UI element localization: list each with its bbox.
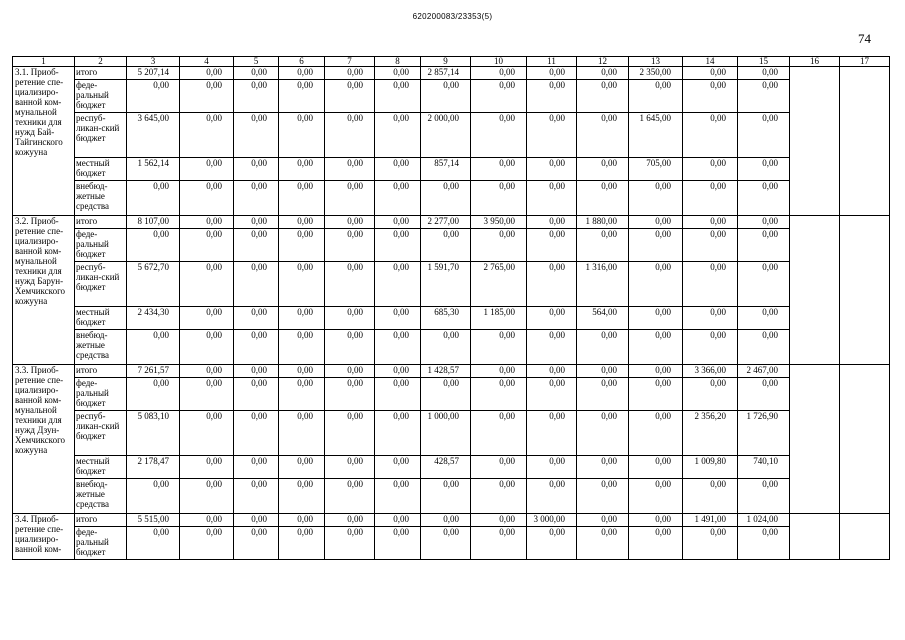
value-cell: 0,00 [527, 307, 577, 330]
value-cell: 0,00 [683, 527, 738, 560]
funding-source: респуб-ликан-ский бюджет [75, 113, 127, 158]
value-cell: 0,00 [180, 456, 234, 479]
funding-source: местный бюджет [75, 307, 127, 330]
value-cell: 0,00 [180, 67, 234, 80]
value-cell: 0,00 [279, 181, 325, 216]
value-cell: 0,00 [127, 330, 180, 365]
value-cell: 0,00 [234, 158, 279, 181]
item-name: 3.2. Приоб-ретение спе-циализиро-ванной ком-мунальной техники для нужд Барун-Хемчикского кожууна [13, 216, 75, 365]
value-cell: 0,00 [527, 67, 577, 80]
item-name: 3.1. Приоб-ретение спе-циализиро-ванной ком-мунальной техники для нужд Бай-Тайгинского кожууна [13, 67, 75, 216]
value-cell: 5 672,70 [127, 262, 180, 307]
table-row [13, 456, 890, 479]
value-cell: 8 107,00 [127, 216, 180, 229]
value-cell: 0,00 [279, 411, 325, 456]
value-cell: 0,00 [527, 527, 577, 560]
funding-source: местный бюджет [75, 158, 127, 181]
table-row [13, 307, 890, 330]
value-cell: 0,00 [629, 378, 683, 411]
value-cell: 0,00 [629, 181, 683, 216]
value-cell: 428,57 [421, 456, 471, 479]
column-number-row [13, 57, 890, 67]
column-number: 13 [629, 57, 683, 67]
table-row [13, 158, 890, 181]
value-cell: 1 880,00 [577, 216, 629, 229]
column-number: 17 [840, 57, 890, 67]
funding-source: феде-ральный бюджет [75, 80, 127, 113]
value-cell: 0,00 [577, 181, 629, 216]
empty-cell-col16 [790, 67, 840, 216]
value-cell: 0,00 [629, 411, 683, 456]
value-cell: 0,00 [527, 365, 577, 378]
value-cell: 0,00 [683, 307, 738, 330]
table-row [13, 365, 890, 378]
value-cell: 0,00 [375, 365, 421, 378]
value-cell: 3 366,00 [683, 365, 738, 378]
value-cell: 0,00 [577, 330, 629, 365]
value-cell: 0,00 [527, 80, 577, 113]
value-cell: 0,00 [180, 307, 234, 330]
value-cell: 0,00 [629, 80, 683, 113]
value-cell: 0,00 [375, 216, 421, 229]
table-row [13, 80, 890, 113]
value-cell: 0,00 [325, 113, 375, 158]
value-cell: 0,00 [180, 80, 234, 113]
table-row [13, 113, 890, 158]
value-cell: 0,00 [375, 67, 421, 80]
value-cell: 0,00 [375, 411, 421, 456]
value-cell: 0,00 [180, 262, 234, 307]
value-cell: 2 350,00 [629, 67, 683, 80]
value-cell: 1 000,00 [421, 411, 471, 456]
value-cell: 0,00 [629, 365, 683, 378]
value-cell: 0,00 [325, 365, 375, 378]
value-cell: 0,00 [471, 456, 527, 479]
value-cell: 2 356,20 [683, 411, 738, 456]
value-cell: 0,00 [527, 181, 577, 216]
value-cell: 0,00 [738, 527, 790, 560]
value-cell: 1 591,70 [421, 262, 471, 307]
value-cell: 0,00 [325, 527, 375, 560]
column-number: 16 [790, 57, 840, 67]
value-cell: 0,00 [527, 378, 577, 411]
value-cell: 0,00 [279, 378, 325, 411]
value-cell: 685,30 [421, 307, 471, 330]
value-cell: 0,00 [738, 307, 790, 330]
value-cell: 0,00 [683, 479, 738, 514]
value-cell: 0,00 [683, 378, 738, 411]
value-cell: 0,00 [180, 365, 234, 378]
value-cell: 0,00 [234, 229, 279, 262]
empty-cell-col16 [790, 365, 840, 514]
value-cell: 0,00 [629, 330, 683, 365]
value-cell: 0,00 [234, 527, 279, 560]
value-cell: 0,00 [180, 181, 234, 216]
value-cell: 0,00 [127, 527, 180, 560]
value-cell: 0,00 [683, 158, 738, 181]
value-cell: 2 277,00 [421, 216, 471, 229]
document-number: 620200083/23353(5) [412, 12, 493, 21]
column-number: 8 [375, 57, 421, 67]
value-cell: 0,00 [375, 158, 421, 181]
value-cell: 0,00 [629, 479, 683, 514]
value-cell: 0,00 [180, 378, 234, 411]
value-cell: 740,10 [738, 456, 790, 479]
value-cell: 0,00 [527, 411, 577, 456]
value-cell: 0,00 [279, 307, 325, 330]
value-cell: 0,00 [527, 113, 577, 158]
value-cell: 0,00 [234, 113, 279, 158]
value-cell: 0,00 [279, 158, 325, 181]
value-cell: 0,00 [421, 229, 471, 262]
value-cell: 0,00 [577, 67, 629, 80]
column-number: 14 [683, 57, 738, 67]
value-cell: 0,00 [577, 365, 629, 378]
table-row [13, 514, 890, 527]
value-cell: 0,00 [471, 514, 527, 527]
value-cell: 0,00 [234, 330, 279, 365]
value-cell: 0,00 [279, 113, 325, 158]
page-number: 74 [858, 31, 871, 46]
funding-source: феде-ральный бюджет [75, 527, 127, 560]
value-cell: 0,00 [738, 80, 790, 113]
value-cell: 0,00 [471, 80, 527, 113]
value-cell: 0,00 [577, 527, 629, 560]
value-cell: 0,00 [577, 80, 629, 113]
value-cell: 0,00 [471, 158, 527, 181]
value-cell: 2 178,47 [127, 456, 180, 479]
value-cell: 0,00 [471, 181, 527, 216]
value-cell: 0,00 [279, 365, 325, 378]
value-cell: 0,00 [421, 479, 471, 514]
value-cell: 1 428,57 [421, 365, 471, 378]
empty-cell-col17 [840, 216, 890, 365]
value-cell: 0,00 [683, 67, 738, 80]
value-cell: 1 024,00 [738, 514, 790, 527]
value-cell: 0,00 [127, 378, 180, 411]
value-cell: 0,00 [629, 514, 683, 527]
value-cell: 0,00 [279, 456, 325, 479]
value-cell: 0,00 [375, 514, 421, 527]
value-cell: 0,00 [577, 378, 629, 411]
table-row [13, 330, 890, 365]
value-cell: 2 857,14 [421, 67, 471, 80]
value-cell: 0,00 [471, 330, 527, 365]
value-cell: 0,00 [577, 411, 629, 456]
value-cell: 0,00 [471, 113, 527, 158]
value-cell: 0,00 [738, 158, 790, 181]
value-cell: 0,00 [629, 527, 683, 560]
funding-source: внебюд-жетные средства [75, 479, 127, 514]
value-cell: 0,00 [683, 113, 738, 158]
value-cell: 5 083,10 [127, 411, 180, 456]
value-cell: 0,00 [527, 330, 577, 365]
value-cell: 0,00 [127, 229, 180, 262]
table-row [13, 262, 890, 307]
value-cell: 0,00 [738, 378, 790, 411]
column-number: 11 [527, 57, 577, 67]
empty-cell-col17 [840, 67, 890, 216]
value-cell: 0,00 [577, 229, 629, 262]
value-cell: 0,00 [325, 307, 375, 330]
value-cell: 0,00 [527, 216, 577, 229]
value-cell: 5 207,14 [127, 67, 180, 80]
value-cell: 0,00 [629, 216, 683, 229]
value-cell: 0,00 [325, 67, 375, 80]
value-cell: 0,00 [577, 514, 629, 527]
funding-source: итого [75, 216, 127, 229]
value-cell: 0,00 [577, 479, 629, 514]
value-cell: 0,00 [234, 479, 279, 514]
table-row [13, 378, 890, 411]
value-cell: 0,00 [421, 330, 471, 365]
value-cell: 1 185,00 [471, 307, 527, 330]
value-cell: 0,00 [279, 330, 325, 365]
column-number: 3 [127, 57, 180, 67]
column-number: 5 [234, 57, 279, 67]
funding-source: внебюд-жетные средства [75, 181, 127, 216]
value-cell: 0,00 [683, 229, 738, 262]
value-cell: 0,00 [180, 527, 234, 560]
value-cell: 0,00 [527, 158, 577, 181]
value-cell: 1 009,80 [683, 456, 738, 479]
value-cell: 0,00 [234, 378, 279, 411]
value-cell: 0,00 [234, 514, 279, 527]
value-cell: 3 000,00 [527, 514, 577, 527]
item-name: 3.3. Приоб-ретение спе-циализиро-ванной ком-мунальной техники для нужд Дзун-Хемчикского кожууна [13, 365, 75, 514]
value-cell: 0,00 [279, 527, 325, 560]
value-cell: 0,00 [629, 229, 683, 262]
value-cell: 0,00 [683, 216, 738, 229]
value-cell: 0,00 [471, 527, 527, 560]
value-cell: 0,00 [527, 479, 577, 514]
column-number: 1 [13, 57, 75, 67]
column-number: 12 [577, 57, 629, 67]
value-cell: 0,00 [375, 307, 421, 330]
empty-cell-col17 [840, 365, 890, 514]
value-cell: 0,00 [738, 330, 790, 365]
value-cell: 0,00 [527, 456, 577, 479]
value-cell: 0,00 [375, 80, 421, 113]
value-cell: 0,00 [375, 113, 421, 158]
value-cell: 0,00 [325, 262, 375, 307]
value-cell: 0,00 [738, 181, 790, 216]
table-row [13, 527, 890, 560]
value-cell: 0,00 [234, 307, 279, 330]
funding-source: итого [75, 365, 127, 378]
value-cell: 0,00 [375, 262, 421, 307]
funding-source: феде-ральный бюджет [75, 229, 127, 262]
budget-table [12, 56, 890, 560]
value-cell: 2 467,00 [738, 365, 790, 378]
value-cell: 0,00 [375, 479, 421, 514]
table-row [13, 411, 890, 456]
value-cell: 0,00 [234, 365, 279, 378]
value-cell: 0,00 [234, 411, 279, 456]
value-cell: 0,00 [325, 80, 375, 113]
value-cell: 3 645,00 [127, 113, 180, 158]
value-cell: 0,00 [471, 229, 527, 262]
value-cell: 0,00 [279, 262, 325, 307]
value-cell: 0,00 [325, 479, 375, 514]
value-cell: 0,00 [577, 113, 629, 158]
column-number: 15 [738, 57, 790, 67]
value-cell: 0,00 [375, 456, 421, 479]
value-cell: 0,00 [325, 378, 375, 411]
value-cell: 0,00 [471, 411, 527, 456]
value-cell: 3 950,00 [471, 216, 527, 229]
value-cell: 0,00 [471, 365, 527, 378]
value-cell: 0,00 [738, 262, 790, 307]
value-cell: 0,00 [234, 216, 279, 229]
value-cell: 0,00 [180, 229, 234, 262]
value-cell: 1 645,00 [629, 113, 683, 158]
value-cell: 0,00 [325, 229, 375, 262]
funding-source: итого [75, 67, 127, 80]
value-cell: 1 726,90 [738, 411, 790, 456]
value-cell: 0,00 [234, 456, 279, 479]
value-cell: 0,00 [577, 158, 629, 181]
value-cell: 0,00 [325, 456, 375, 479]
value-cell: 0,00 [234, 67, 279, 80]
value-cell: 0,00 [683, 80, 738, 113]
value-cell: 0,00 [325, 216, 375, 229]
value-cell: 0,00 [527, 262, 577, 307]
value-cell: 857,14 [421, 158, 471, 181]
value-cell: 0,00 [375, 378, 421, 411]
value-cell: 0,00 [127, 479, 180, 514]
value-cell: 0,00 [325, 514, 375, 527]
value-cell: 0,00 [325, 181, 375, 216]
value-cell: 0,00 [738, 113, 790, 158]
table-row [13, 229, 890, 262]
value-cell: 0,00 [421, 514, 471, 527]
value-cell: 705,00 [629, 158, 683, 181]
value-cell: 564,00 [577, 307, 629, 330]
value-cell: 0,00 [325, 158, 375, 181]
value-cell: 0,00 [527, 229, 577, 262]
value-cell: 1 491,00 [683, 514, 738, 527]
value-cell: 0,00 [421, 181, 471, 216]
value-cell: 0,00 [180, 479, 234, 514]
value-cell: 0,00 [279, 67, 325, 80]
value-cell: 0,00 [180, 411, 234, 456]
value-cell: 0,00 [180, 330, 234, 365]
column-number: 7 [325, 57, 375, 67]
value-cell: 0,00 [180, 113, 234, 158]
value-cell: 1 316,00 [577, 262, 629, 307]
value-cell: 2 765,00 [471, 262, 527, 307]
value-cell: 0,00 [471, 378, 527, 411]
value-cell: 0,00 [738, 229, 790, 262]
funding-source: респуб-ликан-ский бюджет [75, 411, 127, 456]
table-row [13, 216, 890, 229]
value-cell: 0,00 [683, 181, 738, 216]
value-cell: 0,00 [421, 378, 471, 411]
column-number: 9 [421, 57, 471, 67]
value-cell: 0,00 [738, 479, 790, 514]
table-row [13, 479, 890, 514]
value-cell: 0,00 [234, 262, 279, 307]
value-cell: 0,00 [471, 67, 527, 80]
item-name: 3.4. Приоб-ретение спе-циализиро-ванной ком- [13, 514, 75, 560]
value-cell: 1 562,14 [127, 158, 180, 181]
column-number: 2 [75, 57, 127, 67]
value-cell: 0,00 [234, 181, 279, 216]
value-cell: 5 515,00 [127, 514, 180, 527]
funding-source: местный бюджет [75, 456, 127, 479]
table-row [13, 181, 890, 216]
value-cell: 0,00 [279, 80, 325, 113]
value-cell: 0,00 [421, 80, 471, 113]
column-number: 4 [180, 57, 234, 67]
value-cell: 0,00 [577, 456, 629, 479]
empty-cell-col17 [840, 514, 890, 560]
value-cell: 0,00 [471, 479, 527, 514]
value-cell: 0,00 [375, 181, 421, 216]
value-cell: 0,00 [127, 181, 180, 216]
value-cell: 0,00 [683, 262, 738, 307]
value-cell: 0,00 [279, 479, 325, 514]
table-row [13, 67, 890, 80]
value-cell: 7 261,57 [127, 365, 180, 378]
empty-cell-col16 [790, 514, 840, 560]
value-cell: 0,00 [375, 330, 421, 365]
value-cell: 0,00 [325, 411, 375, 456]
value-cell: 0,00 [421, 527, 471, 560]
value-cell: 0,00 [375, 527, 421, 560]
column-number: 10 [471, 57, 527, 67]
value-cell: 0,00 [180, 158, 234, 181]
value-cell: 0,00 [127, 80, 180, 113]
column-number: 6 [279, 57, 325, 67]
value-cell: 0,00 [375, 229, 421, 262]
value-cell: 0,00 [180, 514, 234, 527]
value-cell: 0,00 [629, 307, 683, 330]
funding-source: феде-ральный бюджет [75, 378, 127, 411]
value-cell: 0,00 [234, 80, 279, 113]
value-cell: 0,00 [629, 262, 683, 307]
value-cell: 0,00 [279, 514, 325, 527]
empty-cell-col16 [790, 216, 840, 365]
funding-source: итого [75, 514, 127, 527]
value-cell: 0,00 [683, 330, 738, 365]
value-cell: 0,00 [738, 67, 790, 80]
value-cell: 0,00 [629, 456, 683, 479]
value-cell: 0,00 [279, 216, 325, 229]
value-cell: 0,00 [738, 216, 790, 229]
value-cell: 2 434,30 [127, 307, 180, 330]
funding-source: респуб-ликан-ский бюджет [75, 262, 127, 307]
value-cell: 0,00 [325, 330, 375, 365]
value-cell: 2 000,00 [421, 113, 471, 158]
funding-source: внебюд-жетные средства [75, 330, 127, 365]
value-cell: 0,00 [180, 216, 234, 229]
value-cell: 0,00 [279, 229, 325, 262]
